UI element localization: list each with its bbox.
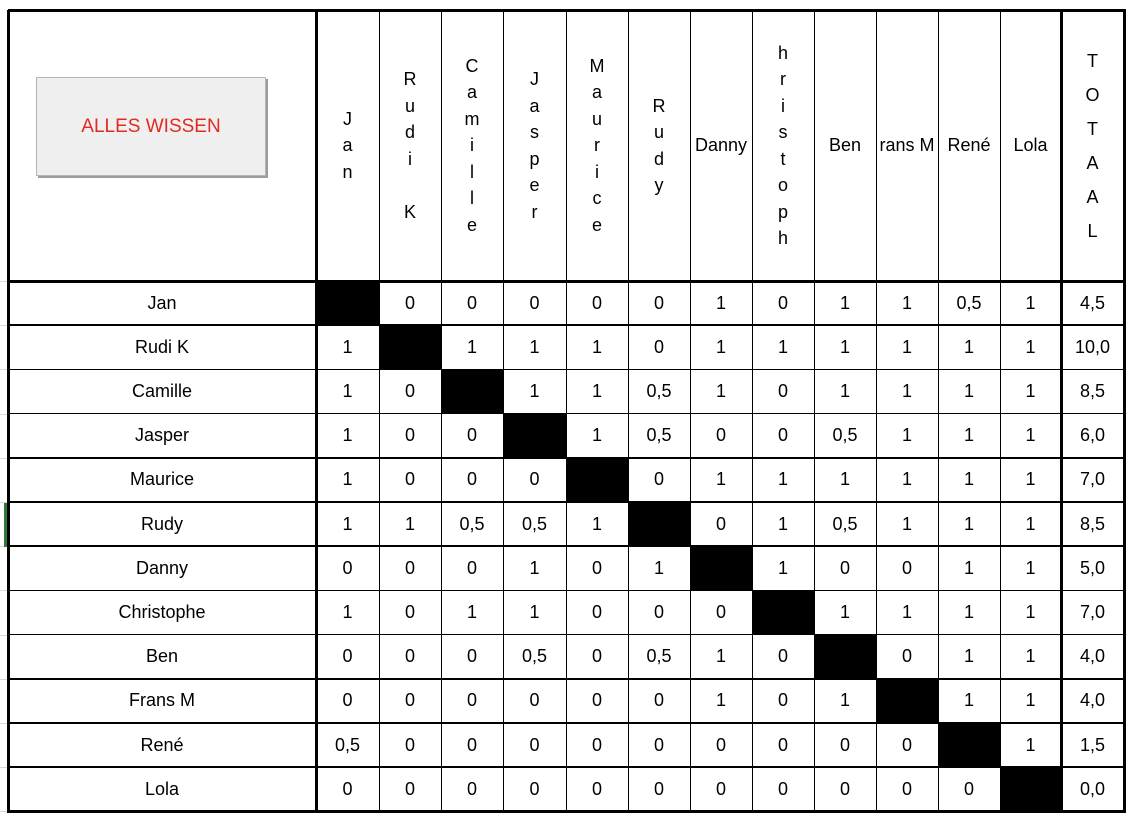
total-cell: 8,5 [1079, 513, 1106, 534]
column-header-label: Lola [1013, 135, 1048, 155]
column-header-label: René [947, 135, 991, 155]
column-header-label: Ben [828, 135, 862, 155]
grid-vline [752, 10, 754, 813]
score-cell[interactable]: 0 [715, 513, 726, 534]
score-cell[interactable]: 1 [901, 469, 912, 490]
score-cell[interactable]: 0 [529, 469, 540, 490]
score-cell[interactable]: 0 [839, 734, 850, 755]
score-cell[interactable]: 1 [963, 380, 974, 401]
score-cell[interactable]: 0 [653, 469, 664, 490]
score-cell[interactable]: 0 [901, 734, 912, 755]
score-cell[interactable]: 1 [777, 336, 788, 357]
score-cell[interactable]: 1 [466, 336, 477, 357]
score-cell[interactable]: 0 [653, 292, 664, 313]
score-cell[interactable]: 1 [901, 601, 912, 622]
grid-hline [8, 766, 1126, 768]
score-cell[interactable]: 0 [591, 557, 602, 578]
grid-hline [8, 369, 1126, 371]
score-cell[interactable]: 1 [1025, 469, 1036, 490]
grid-hline [8, 457, 1126, 459]
column-header-label: R u d y [652, 95, 666, 195]
score-cell[interactable]: 0,5 [832, 425, 858, 446]
score-cell[interactable]: 1 [1025, 734, 1036, 755]
grid-hline [8, 324, 1126, 326]
score-cell[interactable]: 1 [839, 380, 850, 401]
score-cell[interactable]: 1 [777, 469, 788, 490]
score-cell[interactable]: 0 [715, 601, 726, 622]
score-cell[interactable]: 0 [342, 557, 353, 578]
score-cell[interactable]: 0 [404, 690, 415, 711]
score-cell[interactable]: 0,5 [459, 513, 485, 534]
diagonal-black-cell [1000, 767, 1061, 811]
grid-hline [8, 678, 1126, 680]
grid-vline [7, 10, 10, 813]
score-cell[interactable]: 0 [777, 425, 788, 446]
column-header [316, 10, 379, 281]
score-cell[interactable]: 1 [591, 513, 602, 534]
column-header [876, 10, 938, 281]
row-name: Jan [147, 292, 177, 313]
column-header-label: Danny [694, 135, 748, 155]
column-header [938, 10, 1000, 281]
grid-hline [8, 280, 1126, 283]
row-name: Christophe [118, 601, 206, 622]
score-cell[interactable]: 0 [963, 778, 974, 799]
score-cell[interactable]: 1 [901, 292, 912, 313]
column-header-label: J a s p e r [529, 69, 540, 222]
total-cell: 7,0 [1079, 469, 1106, 490]
total-header-label: T O T A A L [1085, 50, 1100, 241]
score-cell[interactable]: 0 [466, 469, 477, 490]
grid-vline [503, 10, 505, 813]
score-cell[interactable]: 0 [591, 778, 602, 799]
score-cell[interactable]: 0 [777, 690, 788, 711]
column-header [379, 10, 441, 281]
diagonal-black-cell [503, 414, 566, 458]
score-cell[interactable]: 1 [963, 601, 974, 622]
score-cell[interactable]: 0 [404, 557, 415, 578]
score-cell[interactable]: 1 [1025, 336, 1036, 357]
score-cell[interactable]: 0 [404, 778, 415, 799]
score-cell[interactable]: 0 [529, 690, 540, 711]
grid-vline [315, 10, 318, 813]
score-cell[interactable]: 1 [715, 469, 726, 490]
score-cell[interactable]: 1 [1025, 513, 1036, 534]
column-header [441, 10, 503, 281]
score-cell[interactable]: 0 [777, 778, 788, 799]
column-header [690, 10, 752, 281]
diagonal-black-cell [379, 325, 441, 369]
score-cell[interactable]: 1 [591, 380, 602, 401]
column-header-label: h r i s t o p h [777, 42, 788, 248]
column-header-label: C a m i l l e [464, 55, 480, 235]
score-cell[interactable]: 0,5 [334, 734, 361, 755]
grid-vline [876, 10, 878, 813]
score-cell[interactable]: 1 [342, 469, 353, 490]
score-cell[interactable]: 0 [591, 734, 602, 755]
score-cell[interactable]: 1 [342, 336, 353, 357]
score-cell[interactable]: 0 [591, 601, 602, 622]
score-cell[interactable]: 0,5 [646, 380, 672, 401]
score-cell[interactable]: 1 [901, 336, 912, 357]
score-cell[interactable]: 1 [963, 513, 974, 534]
score-cell[interactable]: 1 [839, 336, 850, 357]
score-cell[interactable]: 1 [963, 425, 974, 446]
grid-hline [8, 634, 1126, 636]
score-cell[interactable]: 0 [653, 734, 664, 755]
score-cell[interactable]: 0,5 [646, 425, 672, 446]
score-cell[interactable]: 1 [1025, 601, 1036, 622]
total-cell: 8,5 [1079, 380, 1106, 401]
column-header-label: M a u r i c e [589, 55, 605, 235]
score-cell[interactable]: 1 [715, 690, 726, 711]
score-cell[interactable]: 1 [342, 380, 353, 401]
diagonal-black-cell [566, 458, 628, 502]
score-cell[interactable]: 1 [1025, 425, 1036, 446]
score-cell[interactable]: 0 [591, 292, 602, 313]
score-cell[interactable]: 0 [777, 292, 788, 313]
diagonal-black-cell [690, 546, 752, 590]
grid-vline [938, 10, 940, 813]
score-cell[interactable]: 0 [901, 778, 912, 799]
score-cell[interactable]: 0 [901, 646, 912, 667]
row-name: René [140, 734, 184, 755]
score-cell[interactable]: 1 [342, 513, 353, 534]
score-cell[interactable]: 0 [342, 778, 353, 799]
score-cell[interactable]: 0 [591, 646, 602, 667]
diagonal-black-cell [316, 281, 379, 325]
score-cell[interactable]: 0 [404, 734, 415, 755]
score-cell[interactable]: 0 [404, 292, 415, 313]
score-cell[interactable]: 0,5 [646, 646, 672, 667]
total-cell: 10,0 [1074, 336, 1111, 357]
score-cell[interactable]: 1 [715, 292, 726, 313]
score-cell[interactable]: 0 [653, 336, 664, 357]
grid-hline [8, 722, 1126, 724]
row-name: Ben [145, 646, 179, 667]
score-cell[interactable]: 0 [342, 646, 353, 667]
score-cell[interactable]: 1 [1025, 646, 1036, 667]
score-cell[interactable]: 1 [715, 380, 726, 401]
score-cell[interactable]: 1 [715, 336, 726, 357]
score-cell[interactable]: 1 [466, 601, 477, 622]
score-cell[interactable]: 1 [342, 601, 353, 622]
score-cell[interactable]: 0 [839, 557, 850, 578]
row-name: Rudy [140, 513, 184, 534]
score-cell[interactable]: 1 [1025, 690, 1036, 711]
score-cell[interactable]: 0 [342, 690, 353, 711]
score-cell[interactable]: 1 [901, 513, 912, 534]
row-name: Maurice [129, 469, 195, 490]
diagonal-black-cell [441, 369, 503, 413]
score-cell[interactable]: 0 [529, 734, 540, 755]
score-cell[interactable]: 1 [591, 336, 602, 357]
score-cell[interactable]: 1 [963, 646, 974, 667]
total-cell: 4,0 [1079, 690, 1106, 711]
score-cell[interactable]: 1 [529, 601, 540, 622]
score-cell[interactable]: 0 [466, 425, 477, 446]
score-cell[interactable]: 1 [839, 601, 850, 622]
total-cell: 1,5 [1079, 734, 1106, 755]
score-cell[interactable]: 1 [1025, 380, 1036, 401]
grid-vline [628, 10, 630, 813]
score-cell[interactable]: 0 [529, 292, 540, 313]
score-cell[interactable]: 1 [963, 469, 974, 490]
score-cell[interactable]: 1 [839, 292, 850, 313]
score-cell[interactable]: 0 [653, 601, 664, 622]
grid-hline [8, 545, 1126, 547]
grid-vline [1060, 10, 1063, 813]
score-cell[interactable]: 1 [901, 380, 912, 401]
score-cell[interactable]: 1 [653, 557, 664, 578]
grid-vline [441, 10, 443, 813]
score-cell[interactable]: 0 [777, 734, 788, 755]
row-name: Frans M [128, 690, 195, 711]
column-header [814, 10, 876, 281]
score-cell[interactable]: 0 [715, 778, 726, 799]
total-cell: 5,0 [1079, 557, 1106, 578]
score-cell[interactable]: 0 [404, 469, 415, 490]
score-cell[interactable]: 1 [1025, 292, 1036, 313]
score-cell[interactable]: 0 [653, 690, 664, 711]
row-name: Rudi K [134, 336, 190, 357]
score-cell[interactable]: 1 [1025, 557, 1036, 578]
score-cell[interactable]: 0 [404, 646, 415, 667]
diagonal-black-cell [938, 723, 1000, 767]
score-cell[interactable]: 0 [653, 778, 664, 799]
score-cell[interactable]: 0 [839, 778, 850, 799]
score-cell[interactable]: 0,5 [521, 646, 548, 667]
total-cell: 0,0 [1079, 778, 1106, 799]
grid-hline [8, 590, 1126, 592]
row-name: Danny [135, 557, 189, 578]
score-cell[interactable]: 0 [404, 380, 415, 401]
diagonal-black-cell [752, 590, 814, 634]
score-cell[interactable]: 0 [466, 292, 477, 313]
grid-vline [690, 10, 692, 813]
diagonal-black-cell [814, 635, 876, 679]
diagonal-black-cell [876, 679, 938, 723]
score-cell[interactable]: 1 [777, 513, 788, 534]
column-header-label: rans M [879, 135, 935, 155]
score-cell[interactable]: 0 [404, 425, 415, 446]
column-header [752, 10, 814, 281]
score-cell[interactable]: 1 [529, 557, 540, 578]
score-cell[interactable]: 0 [715, 734, 726, 755]
score-cell[interactable]: 0 [466, 646, 477, 667]
score-cell[interactable]: 0 [404, 601, 415, 622]
grid-vline [814, 10, 816, 813]
score-cell[interactable]: 0 [466, 734, 477, 755]
score-cell[interactable]: 1 [342, 425, 353, 446]
column-header [1000, 10, 1061, 281]
score-cell[interactable]: 0,5 [956, 292, 982, 313]
score-cell[interactable]: 1 [901, 425, 912, 446]
score-cell[interactable]: 1 [404, 513, 415, 534]
score-cell[interactable]: 0 [466, 690, 477, 711]
score-cell[interactable]: 0 [777, 380, 788, 401]
score-cell[interactable]: 1 [777, 557, 788, 578]
total-cell: 4,5 [1079, 292, 1106, 313]
grid-vline [379, 10, 381, 813]
score-cell[interactable]: 0 [466, 778, 477, 799]
row-name: Jasper [134, 425, 190, 446]
score-cell[interactable]: 1 [963, 557, 974, 578]
grid-vline [1123, 10, 1126, 813]
score-cell[interactable]: 0 [901, 557, 912, 578]
score-cell[interactable]: 0 [715, 425, 726, 446]
score-cell[interactable]: 1 [839, 469, 850, 490]
column-header [566, 10, 628, 281]
total-cell: 6,0 [1079, 425, 1106, 446]
row-name: Lola [144, 778, 180, 799]
row-name: Camille [131, 380, 192, 401]
column-header [628, 10, 690, 281]
grid-hline [8, 413, 1126, 415]
score-cell[interactable]: 1 [715, 646, 726, 667]
grid-hline [8, 501, 1126, 503]
score-cell[interactable]: 1 [963, 690, 974, 711]
total-cell: 7,0 [1079, 601, 1106, 622]
score-cell[interactable]: 0 [777, 646, 788, 667]
score-cell[interactable]: 1 [529, 336, 540, 357]
score-cell[interactable]: 1 [529, 380, 540, 401]
score-cell[interactable]: 1 [839, 690, 850, 711]
column-header-label: R u d i K [403, 69, 417, 222]
grid-hline [8, 810, 1126, 813]
score-cell[interactable]: 0,5 [521, 513, 548, 534]
column-header-label: J a n [342, 108, 353, 182]
grid-vline [1000, 10, 1002, 813]
score-cell[interactable]: 1 [963, 336, 974, 357]
grid-hline [8, 9, 1126, 12]
alles-wissen-button[interactable]: ALLES WISSEN [36, 77, 266, 176]
diagonal-black-cell [628, 502, 690, 546]
score-cell[interactable]: 1 [591, 425, 602, 446]
score-cell[interactable]: 0 [591, 690, 602, 711]
column-header [503, 10, 566, 281]
total-cell: 4,0 [1079, 646, 1106, 667]
score-cell[interactable]: 0 [466, 557, 477, 578]
score-cell[interactable]: 0,5 [832, 513, 858, 534]
grid-vline [566, 10, 568, 813]
score-cell[interactable]: 0 [529, 778, 540, 799]
total-column-header [1061, 10, 1124, 281]
